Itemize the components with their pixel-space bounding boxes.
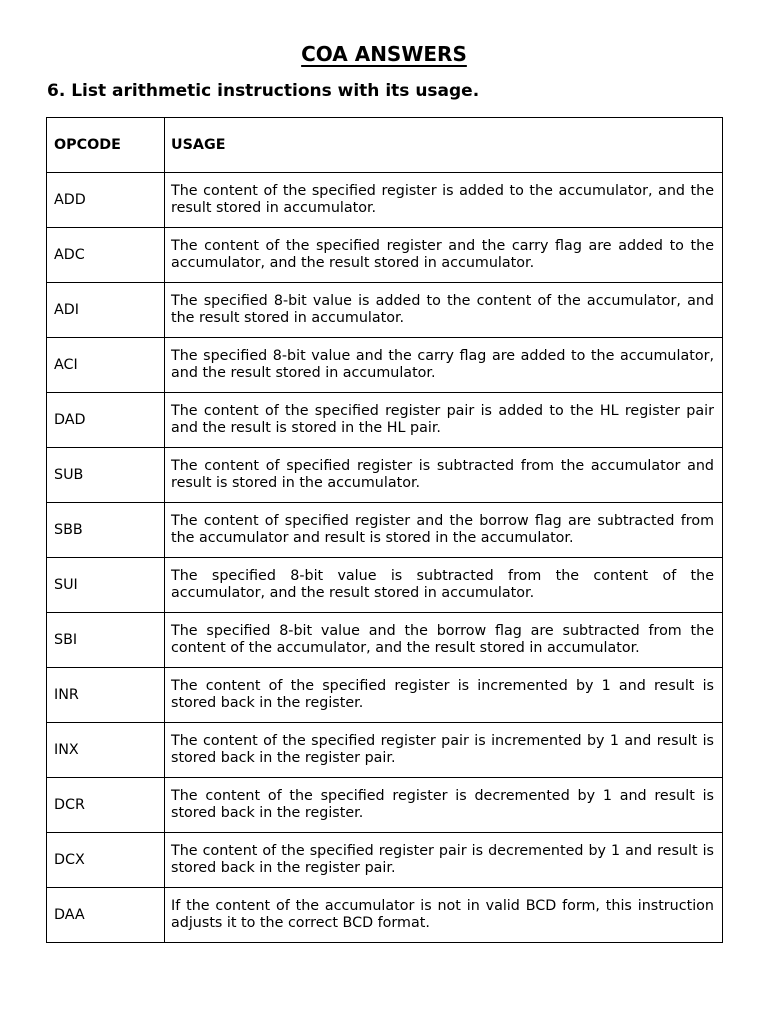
opcode-cell: ADC [47, 228, 165, 283]
usage-column-header: USAGE [165, 118, 723, 173]
usage-cell: The content of the specified register and the carry flag are added to the accumulator, and the result stored in accumulator. [165, 228, 723, 283]
table-row [47, 888, 723, 943]
opcode-cell: DAD [47, 393, 165, 448]
usage-cell: If the content of the accumulator is not in valid BCD form, this instruction adjusts it to the correct BCD format. [165, 888, 723, 943]
usage-cell: The specified 8-bit value and the carry flag are added to the accumulator, and the result stored in accumulator. [165, 338, 723, 393]
table-header-row [47, 118, 723, 173]
usage-cell: The content of the specified register is added to the accumulator, and the result stored in accumulator. [165, 173, 723, 228]
opcode-cell: SUI [47, 558, 165, 613]
opcode-cell: DCR [47, 778, 165, 833]
table-row [47, 723, 723, 778]
opcode-cell: ACI [47, 338, 165, 393]
opcode-cell: ADI [47, 283, 165, 338]
opcode-cell: DCX [47, 833, 165, 888]
arithmetic-instructions-table [46, 117, 723, 943]
usage-cell: The specified 8-bit value and the borrow flag are subtracted from the content of the accumulator, and the result stored in accumulator. [165, 613, 723, 668]
opcode-column-header: OPCODE [47, 118, 165, 173]
opcode-cell: SBI [47, 613, 165, 668]
table-row [47, 558, 723, 613]
usage-cell: The content of specified register and the borrow flag are subtracted from the accumulator and result is stored in the accumulator. [165, 503, 723, 558]
table-row [47, 283, 723, 338]
table-row [47, 778, 723, 833]
table-row [47, 393, 723, 448]
table-row [47, 448, 723, 503]
table-row [47, 668, 723, 723]
table-row [47, 503, 723, 558]
usage-cell: The specified 8-bit value is added to the content of the accumulator, and the result stored in accumulator. [165, 283, 723, 338]
table-row [47, 173, 723, 228]
question-heading: 6. List arithmetic instructions with its usage. [47, 81, 480, 101]
opcode-cell: INR [47, 668, 165, 723]
usage-cell: The content of the specified register is decremented by 1 and result is stored back in the register. [165, 778, 723, 833]
usage-cell: The content of the specified register pair is incremented by 1 and result is stored back in the register pair. [165, 723, 723, 778]
usage-cell: The content of specified register is subtracted from the accumulator and result is stored in the accumulator. [165, 448, 723, 503]
table-row [47, 338, 723, 393]
usage-cell: The content of the specified register pair is decremented by 1 and result is stored back in the register pair. [165, 833, 723, 888]
opcode-cell: DAA [47, 888, 165, 943]
opcode-cell: SUB [47, 448, 165, 503]
opcode-cell: INX [47, 723, 165, 778]
table-row [47, 833, 723, 888]
usage-cell: The content of the specified register pair is added to the HL register pair and the result is stored in the HL pair. [165, 393, 723, 448]
table-row [47, 228, 723, 283]
table-row [47, 613, 723, 668]
usage-cell: The content of the specified register is incremented by 1 and result is stored back in the register. [165, 668, 723, 723]
opcode-cell: ADD [47, 173, 165, 228]
opcode-cell: SBB [47, 503, 165, 558]
usage-cell: The specified 8-bit value is subtracted from the content of the accumulator, and the result stored in accumulator. [165, 558, 723, 613]
page-title: COA ANSWERS [301, 42, 467, 66]
